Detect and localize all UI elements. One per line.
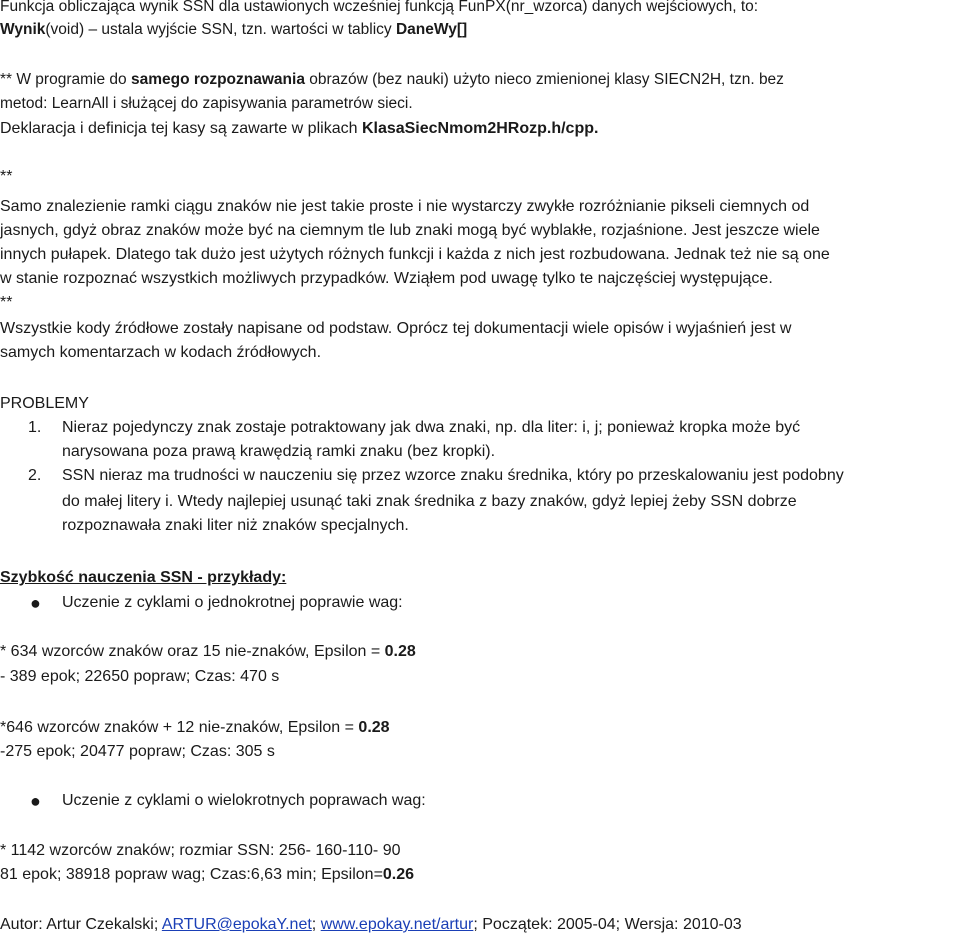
problem-num-1: 1. xyxy=(28,419,42,436)
ex3-text: 81 epok; 38918 popraw wag; Czas:6,63 min; Epsilon= xyxy=(0,866,383,883)
file-name: KlasaSiecNmom2HRozp.h/cpp. xyxy=(361,120,599,137)
para2-line2 xyxy=(0,92,413,115)
separator-stars-1: ** xyxy=(0,168,13,185)
example-1-line2: - 389 epok; 22650 popraw; Czas: 470 s xyxy=(0,668,280,685)
para2-line1 xyxy=(0,68,784,91)
wynik-label: Wynik xyxy=(0,21,46,38)
para2-line3-a: Deklaracja i definicja tej kasy są zawarte w plikach xyxy=(0,120,362,137)
website-link[interactable]: www.epokay.net/artur xyxy=(320,916,474,933)
para2-line1-a: ** W programie do xyxy=(0,71,131,88)
example-2-line1 xyxy=(0,716,390,740)
problem-2-line2: do małej litery i. Wtedy najlepiej usunąć taki znak średnika z bazy znaków, gdyż lepiej żeby SSN dobrze xyxy=(62,493,797,510)
danewy-label: DaneWy[] xyxy=(395,21,468,38)
para4-line2: samych komentarzach w kodach źródłowych. xyxy=(0,344,322,361)
speed-heading xyxy=(0,566,286,590)
problem-item-1-cont xyxy=(0,440,960,464)
bullet-1-text: Uczenie z cyklami o jednokrotnej poprawie wag: xyxy=(62,594,403,611)
para1-line1 xyxy=(0,0,758,18)
problem-num-2: 2. xyxy=(28,467,42,484)
problem-item-2-cont1 xyxy=(0,490,960,514)
problem-item-2 xyxy=(0,464,960,488)
problem-1-line2: narysowana poza prawą krawędzią ramki znaku (bez kropki). xyxy=(62,443,496,460)
ex2-epsilon: 0.28 xyxy=(358,719,390,736)
speed-heading-text: Szybkość nauczenia SSN - przykłady: xyxy=(0,569,287,586)
example-3-line2 xyxy=(0,863,414,887)
footer-author: Autor: Artur Czekalski; xyxy=(0,916,162,933)
problem-item-2-cont2 xyxy=(0,514,960,538)
ex1-text: * 634 wzorców znaków oraz 15 nie-znaków, Epsilon = xyxy=(0,643,385,660)
para2-line1-b: obrazów (bez nauki) użyto nieco zmienionej klasy SIECN2H, tzn. bez xyxy=(304,71,784,88)
para1-line2-text: (void) – ustala wyjście SSN, tzn. wartości w tablicy xyxy=(45,21,396,38)
bullet-icon: ● xyxy=(30,791,41,811)
para4-line1: Wszystkie kody źródłowe zostały napisane od podstaw. Oprócz tej dokumentacji wiele opisów i wyjaśnień jest w xyxy=(0,320,792,337)
bullet-icon: ● xyxy=(30,593,41,613)
para3-line1: Samo znalezienie ramki ciągu znaków nie jest takie proste i nie wystarczy zwykłe rozróżnianie pikseli ciemnych od xyxy=(0,198,810,215)
problem-2-line3: rozpoznawała znaki liter niż znaków specjalnych. xyxy=(62,517,409,534)
example-3-line1: * 1142 wzorców znaków; rozmiar SSN: 256- 160-110- 90 xyxy=(0,842,401,859)
example-2-line2: -275 epok; 20477 popraw; Czas: 305 s xyxy=(0,743,275,760)
para2-line3 xyxy=(0,117,598,141)
para3-line4: w stanie rozpoznać wszystkich możliwych przypadków. Wziąłem pod uwagę tylko te najczęściej występujące. xyxy=(0,270,773,287)
bullet-item-1 xyxy=(0,591,960,617)
para3-line3: innych pułapek. Dlatego tak dużo jest użytych różnych funkcji i każda z nich jest rozbudowana. Jednak też nie są one xyxy=(0,246,830,263)
separator-stars-2: ** xyxy=(0,294,13,311)
bullet-item-2 xyxy=(0,789,960,815)
problems-heading: PROBLEMY xyxy=(0,395,89,412)
para2-line2-text: metod: LearnAll i służącej do zapisywania parametrów sieci. xyxy=(0,95,413,112)
footer-separator: ; xyxy=(311,916,321,933)
problem-1-line1: Nieraz pojedynczy znak zostaje potraktowany jak dwa znaki, np. dla liter: i, j; ponieważ kropka może być xyxy=(62,419,801,436)
example-1-line1 xyxy=(0,640,416,664)
ex2-text: *646 wzorców znaków + 12 nie-znaków, Epsilon = xyxy=(0,719,359,736)
footer-dates: ; Początek: 2005-04; Wersja: 2010-03 xyxy=(473,916,742,933)
para1-line1-text: Funkcja obliczająca wynik SSN dla ustawionych wcześniej funkcją FunPX(nr_wzorca) danych wejściowych, to: xyxy=(0,0,759,15)
footer xyxy=(0,913,742,937)
ex3-epsilon: 0.26 xyxy=(382,866,415,883)
para1-line2 xyxy=(0,18,467,41)
para3-line2: jasnych, gdyż obraz znaków może być na ciemnym tle lub znaki mogą być wyblakłe, rozjaśnione. Jest jeszcze wiele xyxy=(0,222,820,239)
ex1-epsilon: 0.28 xyxy=(384,643,416,660)
bullet-2-text: Uczenie z cyklami o wielokrotnych poprawach wag: xyxy=(62,792,426,809)
problem-item-1 xyxy=(0,416,960,440)
problem-2-line1: SSN nieraz ma trudności w nauczeniu się przez wzorce znaku średnika, który po przeskalowaniu jest podobny xyxy=(62,467,844,484)
para2-bold: samego rozpoznawania xyxy=(130,71,305,88)
email-link[interactable]: ARTUR@epokaY.net xyxy=(161,916,312,933)
